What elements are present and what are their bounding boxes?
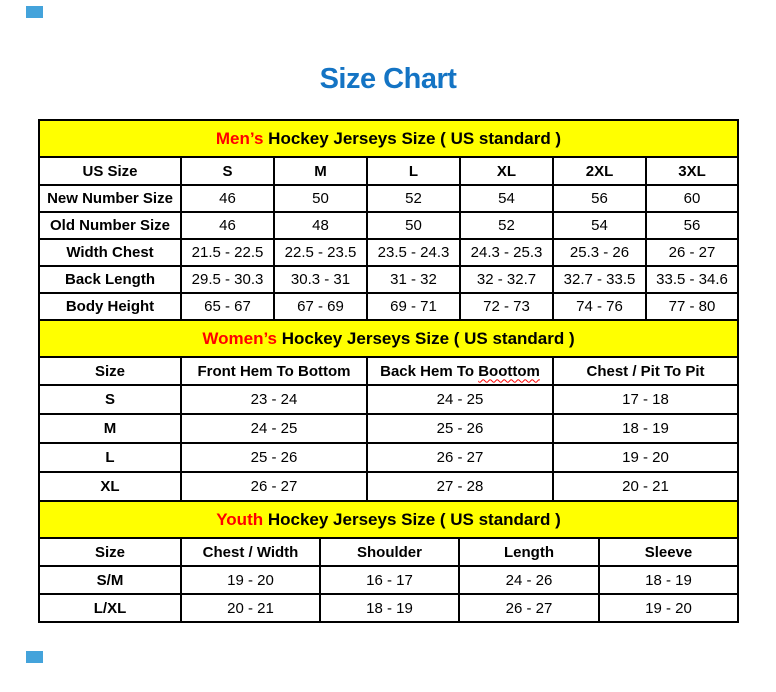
womens-column-header-row <box>39 357 738 385</box>
womens-section-title <box>39 320 738 357</box>
size-value-cell: 46 <box>181 212 274 239</box>
row-label: L <box>39 443 181 472</box>
blue-square-marker-bottom <box>26 651 43 663</box>
row-label: Old Number Size <box>39 212 181 239</box>
youth-accent-label: Youth <box>216 509 264 529</box>
size-value-cell: 24.3 - 25.3 <box>460 239 553 266</box>
size-value-cell: 22.5 - 23.5 <box>274 239 367 266</box>
size-value-cell: 52 <box>460 212 553 239</box>
size-value-cell: 21.5 - 22.5 <box>181 239 274 266</box>
size-value-cell: 26 - 27 <box>646 239 738 266</box>
misspelled-word: Boottom <box>478 362 540 380</box>
row-label: Back Length <box>39 266 181 293</box>
size-value-cell: 46 <box>181 185 274 212</box>
mens-size-table <box>38 119 739 321</box>
size-value-cell: 19 - 20 <box>553 443 738 472</box>
mens-column-header-row <box>39 157 738 185</box>
size-value-cell: 26 - 27 <box>459 594 599 622</box>
size-value-cell: 17 - 18 <box>553 385 738 414</box>
size-value-cell: 32.7 - 33.5 <box>553 266 646 293</box>
womens-section-header <box>39 320 738 357</box>
size-value-cell: 32 - 32.7 <box>460 266 553 293</box>
size-value-cell: 26 - 27 <box>181 472 367 501</box>
size-value-cell: 56 <box>553 185 646 212</box>
row-label: Width Chest <box>39 239 181 266</box>
size-value-cell: 20 - 21 <box>553 472 738 501</box>
youth-col-shoulder: Shoulder <box>320 538 459 566</box>
size-value-cell: 77 - 80 <box>646 293 738 320</box>
size-value-cell: 18 - 19 <box>553 414 738 443</box>
table-row <box>39 594 738 622</box>
womens-col-front-hem: Front Hem To Bottom <box>181 357 367 385</box>
mens-col-2xl: 2XL <box>553 157 646 185</box>
womens-accent-label: Women’s <box>202 328 277 348</box>
size-value-cell: 16 - 17 <box>320 566 459 594</box>
size-value-cell: 25 - 26 <box>181 443 367 472</box>
size-value-cell: 25.3 - 26 <box>553 239 646 266</box>
size-value-cell: 31 - 32 <box>367 266 460 293</box>
mens-accent-label: Men’s <box>215 128 264 148</box>
mens-col-us-size: US Size <box>39 157 181 185</box>
size-value-cell: 33.5 - 34.6 <box>646 266 738 293</box>
size-value-cell: 67 - 69 <box>274 293 367 320</box>
size-value-cell: 54 <box>553 212 646 239</box>
table-row <box>39 385 738 414</box>
mens-col-m: M <box>274 157 367 185</box>
youth-size-table <box>38 500 739 623</box>
youth-col-size: Size <box>39 538 181 566</box>
womens-size-table <box>38 319 739 502</box>
table-row <box>39 566 738 594</box>
row-label: Body Height <box>39 293 181 320</box>
size-value-cell: 69 - 71 <box>367 293 460 320</box>
table-row <box>39 443 738 472</box>
row-label: XL <box>39 472 181 501</box>
size-value-cell: 23.5 - 24.3 <box>367 239 460 266</box>
size-chart <box>38 119 738 623</box>
mens-title-rest: Hockey Jerseys Size ( US standard ) <box>268 128 562 148</box>
size-value-cell: 56 <box>646 212 738 239</box>
size-value-cell: 72 - 73 <box>460 293 553 320</box>
size-value-cell: 30.3 - 31 <box>274 266 367 293</box>
size-value-cell: 54 <box>460 185 553 212</box>
youth-col-length: Length <box>459 538 599 566</box>
size-value-cell: 50 <box>274 185 367 212</box>
blue-square-marker-top <box>26 6 43 18</box>
size-value-cell: 74 - 76 <box>553 293 646 320</box>
size-value-cell: 19 - 20 <box>599 594 738 622</box>
womens-title-rest: Hockey Jerseys Size ( US standard ) <box>281 328 575 348</box>
youth-col-sleeve: Sleeve <box>599 538 738 566</box>
size-value-cell: 23 - 24 <box>181 385 367 414</box>
mens-col-xl: XL <box>460 157 553 185</box>
table-row <box>39 266 738 293</box>
youth-section-title <box>39 501 738 538</box>
womens-col-back-hem <box>367 357 553 385</box>
youth-section-header <box>39 501 738 538</box>
row-label: S <box>39 385 181 414</box>
size-value-cell: 24 - 25 <box>367 385 553 414</box>
size-value-cell: 25 - 26 <box>367 414 553 443</box>
back-hem-prefix: Back Hem To <box>380 362 475 380</box>
size-value-cell: 24 - 25 <box>181 414 367 443</box>
table-row <box>39 185 738 212</box>
mens-section-header <box>39 120 738 157</box>
size-value-cell: 27 - 28 <box>367 472 553 501</box>
size-value-cell: 18 - 19 <box>320 594 459 622</box>
size-value-cell: 60 <box>646 185 738 212</box>
mens-col-l: L <box>367 157 460 185</box>
row-label: S/M <box>39 566 181 594</box>
table-row <box>39 293 738 320</box>
womens-col-size: Size <box>39 357 181 385</box>
youth-col-chest-width: Chest / Width <box>181 538 320 566</box>
womens-col-chest: Chest / Pit To Pit <box>553 357 738 385</box>
size-value-cell: 29.5 - 30.3 <box>181 266 274 293</box>
table-row <box>39 239 738 266</box>
size-value-cell: 19 - 20 <box>181 566 320 594</box>
row-label: M <box>39 414 181 443</box>
size-value-cell: 20 - 21 <box>181 594 320 622</box>
mens-section-title <box>39 120 738 157</box>
size-value-cell: 52 <box>367 185 460 212</box>
mens-col-s: S <box>181 157 274 185</box>
row-label: L/XL <box>39 594 181 622</box>
size-value-cell: 26 - 27 <box>367 443 553 472</box>
size-value-cell: 18 - 19 <box>599 566 738 594</box>
table-row <box>39 472 738 501</box>
table-row <box>39 414 738 443</box>
size-value-cell: 50 <box>367 212 460 239</box>
mens-col-3xl: 3XL <box>646 157 738 185</box>
size-value-cell: 65 - 67 <box>181 293 274 320</box>
youth-title-rest: Hockey Jerseys Size ( US standard ) <box>267 509 561 529</box>
size-value-cell: 48 <box>274 212 367 239</box>
youth-column-header-row <box>39 538 738 566</box>
size-value-cell: 24 - 26 <box>459 566 599 594</box>
table-row <box>39 212 738 239</box>
page-title: Size Chart <box>319 63 457 95</box>
row-label: New Number Size <box>39 185 181 212</box>
